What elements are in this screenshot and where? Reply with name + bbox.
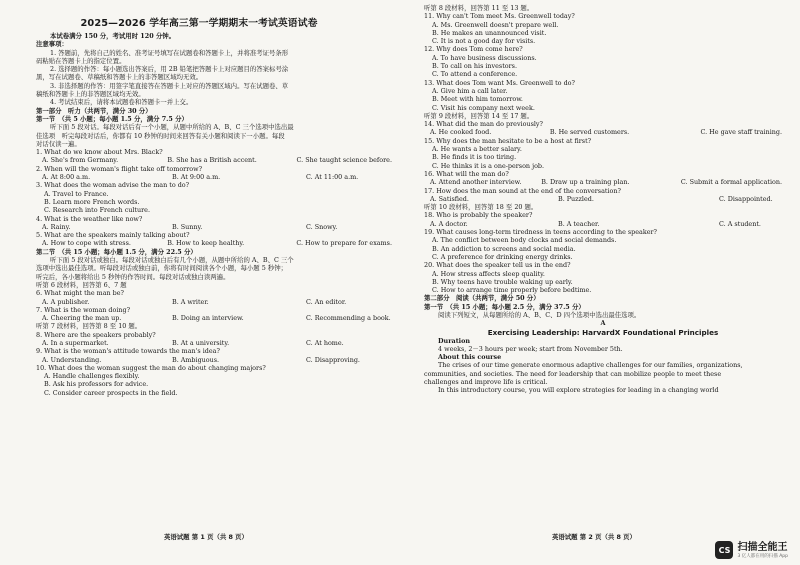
option: C. Disapproving.	[306, 355, 360, 364]
option: A. A doctor.	[430, 219, 468, 228]
paragraph-line: The crises of our time generate enormous adaptive challenges for our families, organizations,	[438, 361, 743, 370]
option: C. Visit his company next week.	[432, 103, 535, 112]
paragraph-line: In this introductory course, you will explore strategies for leading in a changing world	[438, 386, 719, 395]
options-row	[424, 220, 782, 228]
option: A. Give him a call later.	[432, 86, 508, 95]
option: A. Satisfied.	[430, 194, 469, 203]
option: C. A preference for drinking energy drinks.	[432, 252, 573, 261]
option: C. It is not a good day for visits.	[432, 37, 536, 46]
question: 12. Why does Tom come here?	[424, 45, 523, 54]
option: B. Why teens have trouble waking up early.	[432, 277, 573, 286]
material-heading: 听第 8 段材料，回答第 11 至 13 题。	[424, 4, 534, 12]
option: B. Ask his professors for advice.	[44, 380, 149, 389]
option: A. The conflict between body clocks and social demands.	[432, 236, 617, 245]
option: C. At home.	[306, 338, 344, 347]
material-heading: 听第 9 段材料，回答第 14 至 17 题。	[424, 111, 534, 120]
options-row	[424, 128, 782, 136]
note-line: 码粘贴在答题卡上的指定位置。	[36, 56, 126, 65]
instruction-line: 选项中选出最佳选项。听每段对话或独白前，你将有时间阅读各个小题，每小题 5 秒钟；	[36, 264, 287, 273]
option: A. A publisher.	[42, 297, 90, 306]
question: 8. Where are the speakers probably?	[36, 330, 156, 339]
option: A. Attend another interview.	[430, 178, 522, 187]
paragraph-line: communities, and societies. The need for leadership that can mobilize people to meet these	[424, 369, 722, 378]
question: 10. What does the woman suggest the man do about changing majors?	[36, 363, 266, 372]
question: 15. Why does the man hesitate to be a host at first?	[424, 136, 592, 145]
option: B. Meet with him tomorrow.	[432, 95, 523, 104]
option: A. How to cope with stress.	[42, 239, 131, 248]
section-heading: 第一节 （共 15 小题；每小题 2.5 分，满分 37.5 分）	[424, 302, 585, 311]
options-row	[36, 173, 392, 181]
options-row	[36, 223, 392, 231]
question: 7. What is the woman doing?	[36, 305, 131, 314]
option: A. He wants a better salary.	[432, 145, 522, 154]
option: A. Travel to France.	[44, 189, 109, 198]
options-row	[424, 178, 782, 186]
option: C. Consider career prospects in the field.	[44, 388, 178, 397]
option: A. Understanding.	[42, 355, 102, 364]
question: 13. What does Tom want Ms. Greenwell to do?	[424, 78, 575, 87]
options-row	[36, 298, 392, 306]
option: A. In a supermarket.	[42, 338, 109, 347]
option: A. To have business discussions.	[432, 53, 537, 62]
exam-meta: 本试卷满分 150 分，考试用时 120 分钟。	[50, 32, 176, 40]
option: C. She taught science before.	[296, 156, 392, 165]
part-heading: 第二部分 阅读（共两节，满分 50 分）	[424, 294, 540, 303]
option: C. Submit a formal application.	[680, 178, 782, 187]
option: C. Snowy.	[306, 222, 338, 231]
options-row	[36, 356, 392, 364]
option: B. Doing an interview.	[172, 314, 244, 323]
question: 3. What does the woman advise the man to do?	[36, 181, 190, 190]
note-line: 黑，写在试题卷、草稿纸和答题卡上的非答题区域均无效。	[36, 73, 203, 82]
option: B. She has a British accent.	[167, 156, 257, 165]
option: B. He served customers.	[549, 128, 630, 137]
question: 1. What do we know about Mrs. Black?	[36, 148, 163, 157]
material-heading: 听第 10 段材料，回答第 18 至 20 题。	[424, 203, 538, 212]
option: A. Ms. Greenwell doesn't prepare well.	[432, 20, 559, 29]
question: 19. What causes long-term tiredness in teens according to the speaker?	[424, 228, 657, 237]
option: C. A student.	[719, 219, 761, 228]
option: C. How to prepare for exams.	[296, 239, 392, 248]
instruction-line: 听下面 5 段对话或独白。每段对话或独白后有几个小题，从题中所给的 A、B、C 三个	[50, 256, 294, 265]
option: C. He thinks it is a one-person job.	[432, 161, 545, 170]
option: B. Puzzled.	[558, 194, 594, 203]
duration-text: 4 weeks, 2－3 hours per week; start from November 5th.	[438, 344, 623, 353]
option: C. At 11:00 a.m.	[306, 173, 359, 182]
section-heading: 第二节 （共 15 小题；每小题 1.5 分，满分 22.5 分）	[36, 247, 197, 256]
instruction-line: 对话仅读一遍。	[36, 139, 81, 148]
question: 6. What might the man be?	[36, 289, 124, 298]
option: C. An editor.	[306, 297, 347, 306]
question: 9. What is the woman's attitude towards the man's idea?	[36, 347, 220, 356]
option: B. Draw up a training plan.	[541, 178, 630, 187]
note-line: 稿纸和答题卡上的非答题区域均无效。	[36, 90, 145, 99]
option: B. He finds it is too tiring.	[432, 153, 517, 162]
option: A. Rainy.	[42, 222, 71, 231]
part-heading: 第一部分 听力（共两节，满分 30 分）	[36, 106, 152, 115]
page-footer: 英语试题 第 1 页（共 8 页）	[164, 533, 248, 541]
question: 4. What is the weather like now?	[36, 214, 143, 223]
question: 17. How does the man sound at the end of the conversation?	[424, 186, 621, 195]
question: 18. Who is probably the speaker?	[424, 211, 533, 220]
instruction-line: 听下面 5 段对话。每段对话后有一个小题，从题中所给的 A、B、C 三个选项中选出最	[50, 123, 294, 132]
page-2	[400, 0, 800, 565]
option: B. Sunny.	[172, 222, 203, 231]
option: B. An addiction to screens and social media.	[432, 244, 576, 253]
duration-heading: Duration	[438, 336, 470, 345]
options-row	[36, 239, 392, 247]
option: B. He makes an unannounced visit.	[432, 28, 547, 37]
option: C. To attend a conference.	[432, 70, 518, 79]
option: A. At 8:00 a.m.	[42, 173, 91, 182]
section-heading: 第一节 （共 5 小题；每小题 1.5 分，满分 7.5 分）	[36, 114, 188, 123]
option: C. Recommending a book.	[306, 314, 391, 323]
about-heading: About this course	[438, 353, 502, 362]
question: 11. Why can't Tom meet Ms. Greenwell today?	[424, 12, 575, 21]
instruction-line: 听完后，各小题将给出 5 秒钟的作答时间。每段对话或独白读两遍。	[36, 272, 230, 281]
option: A. He cooked food.	[430, 128, 492, 137]
options-row	[36, 314, 392, 322]
scanner-watermark	[715, 541, 788, 559]
note-line: 4. 考试结束后，请将本试题卷和答题卡一并上交。	[50, 98, 193, 107]
options-row	[36, 339, 392, 347]
instruction-line: 阅读下列短文，从每题所给的 A、B、C、D 四个选项中选出最佳选项。	[438, 310, 641, 319]
page-footer: 英语试题 第 2 页（共 8 页）	[552, 533, 636, 541]
watermark-name: 扫描全能王	[737, 541, 788, 553]
option: B. How to keep healthy.	[167, 239, 245, 248]
option: C. How to arrange time properly before bedtime.	[432, 286, 592, 295]
paragraph-line: challenges and improve life is critical.	[424, 378, 548, 387]
note-line: 2. 选择题的作答：每小题选出答案后，用 2B 铅笔把答题卡上对应题目的答案标号涂	[50, 65, 289, 74]
option: B. A writer.	[172, 297, 209, 306]
question: 2. When will the woman's flight take off tomorrow?	[36, 164, 203, 173]
options-row	[424, 195, 782, 203]
options-row	[36, 156, 392, 164]
question: 20. What does the speaker tell us in the end?	[424, 261, 571, 270]
option: A. How stress affects sleep quality.	[432, 269, 545, 278]
watermark-subtitle: 3 亿人都在用的扫描 App	[737, 553, 788, 559]
question: 5. What are the speakers mainly talking about?	[36, 231, 190, 240]
question: 14. What did the man do previously?	[424, 120, 543, 129]
option: B. At a university.	[172, 338, 230, 347]
option: B. Ambiguous.	[172, 355, 220, 364]
option: B. To call on his investors.	[432, 62, 517, 71]
instruction-line: 佳选项 听完每段对话后，你都有 10 秒钟的时间来回答有关小题和阅读下一小题。每段	[36, 131, 285, 140]
question: 16. What will the man do?	[424, 169, 509, 178]
option: C. He gave staff training.	[700, 128, 782, 137]
option: C. Disappointed.	[719, 194, 773, 203]
passage-title: Exercising Leadership: HarvardX Foundational Principles	[487, 327, 719, 337]
option: A. She's from Germany.	[42, 156, 119, 165]
option: B. Learn more French words.	[44, 197, 140, 206]
note-line: 3. 非选择题的作答：用签字笔直接答在答题卡上对应的答题区域内。写在试题卷、草	[50, 81, 289, 90]
material-heading: 听第 6 段材料，回答第 6、7 题	[36, 280, 127, 289]
camscanner-logo-icon: CS	[715, 541, 733, 559]
option: B. At 9:00 a.m.	[172, 173, 221, 182]
note-line: 1. 答题前，先将自己的姓名、准考证号填写在试题卷和答题卡上，并将准考证号条形	[50, 48, 289, 57]
exam-title: 2025—2026 学年高三第一学期期末一考试英语试卷	[80, 18, 318, 29]
notes-heading: 注意事项：	[36, 40, 68, 49]
passage-letter: A	[600, 319, 606, 328]
option: A. Cheering the man up.	[42, 314, 122, 323]
option: B. A teacher.	[558, 219, 600, 228]
option: A. Handle challenges flexibly.	[44, 372, 140, 381]
option: C. Research into French culture.	[44, 206, 150, 215]
material-heading: 听第 7 段材料，回答第 8 至 10 题。	[36, 322, 142, 331]
